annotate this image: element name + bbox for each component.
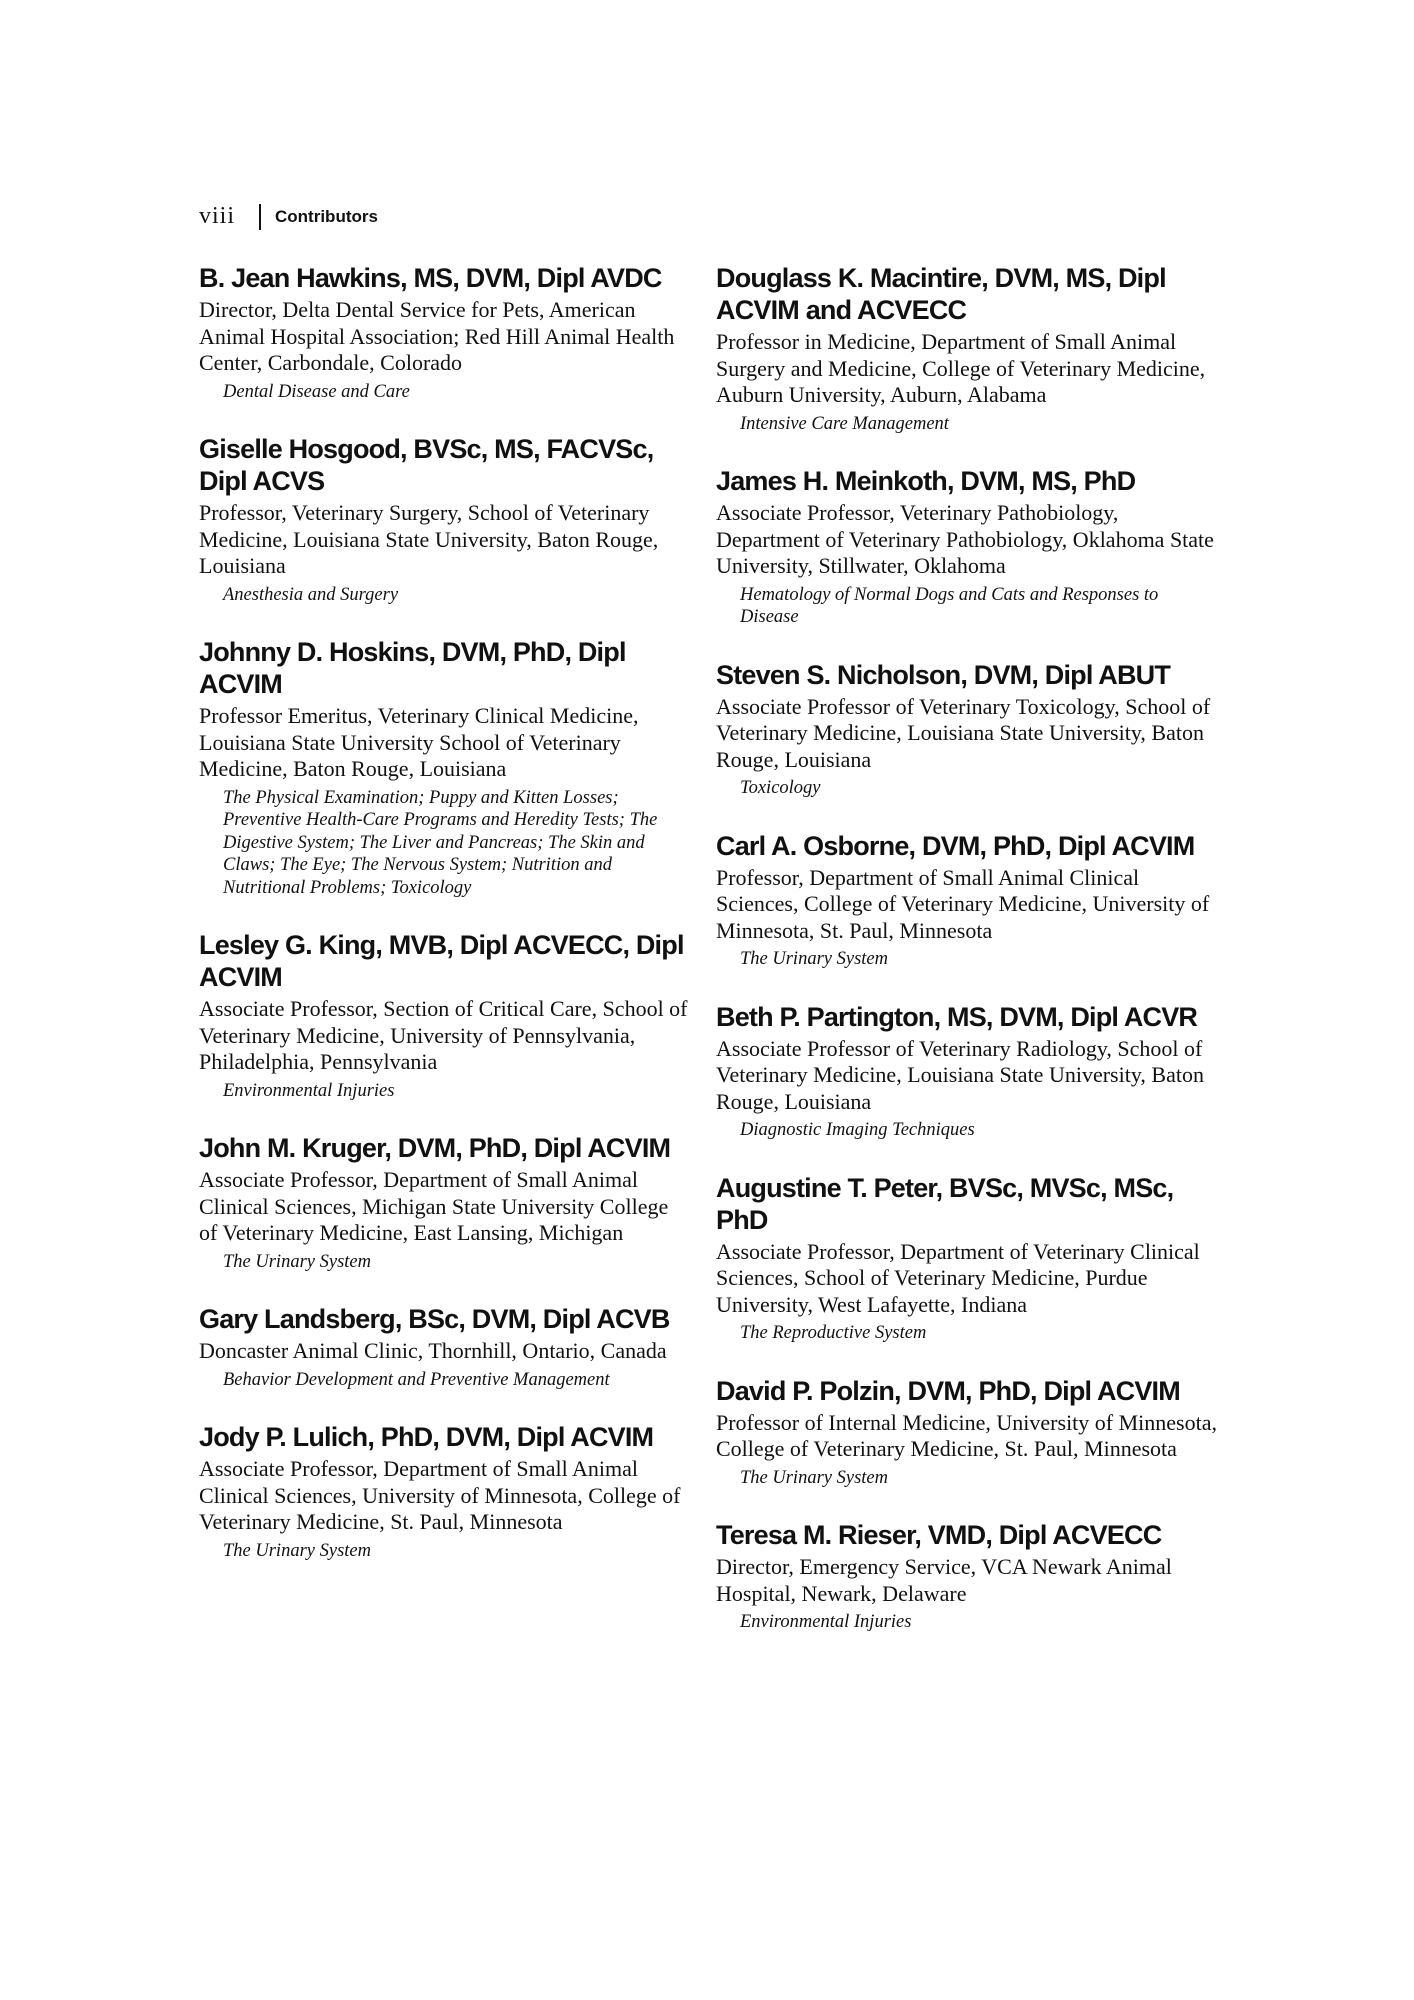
contributor-entry	[199, 1303, 689, 1391]
right-column	[716, 262, 1221, 1664]
contributor-entry	[199, 1132, 689, 1273]
page-header	[199, 203, 378, 230]
contributor-topics: The Urinary System	[223, 1540, 371, 1561]
contributor-topics: The Urinary System	[223, 1251, 371, 1272]
contributor-name: Johnny D. Hoskins, DVM, PhD, Dipl ACVIM	[199, 637, 626, 699]
contributor-name: Teresa M. Rieser, VMD, Dipl ACVECC	[716, 1520, 1162, 1550]
contributor-topics: Anesthesia and Surgery	[223, 584, 399, 605]
contributor-affiliation: Associate Professor, Department of Small Animal Clinical Sciences, Michigan State University College of Veterinary Medicine, East Lansing, Michigan	[199, 1167, 669, 1245]
contributor-entry	[199, 929, 689, 1102]
contributor-entry	[716, 262, 1221, 435]
contributor-topics: The Urinary System	[740, 1467, 888, 1488]
contributor-topics: Hematology of Normal Dogs and Cats and Responses to Disease	[740, 584, 1159, 627]
contributor-name: Giselle Hosgood, BVSc, MS, FACVSc, Dipl ACVS	[199, 434, 654, 496]
contributor-entry	[716, 1001, 1221, 1142]
contributor-name: James H. Meinkoth, DVM, MS, PhD	[716, 466, 1136, 496]
contributor-affiliation: Director, Delta Dental Service for Pets, American Animal Hospital Association; Red Hill Animal Health Center, Carbondale, Colorado	[199, 297, 675, 375]
contributor-name: Lesley G. King, MVB, Dipl ACVECC, Dipl ACVIM	[199, 930, 684, 992]
header-divider	[259, 204, 261, 230]
contributor-name: Augustine T. Peter, BVSc, MVSc, MSc, PhD	[716, 1172, 1174, 1235]
contributor-topics: The Urinary System	[740, 949, 888, 969]
contributor-affiliation: Associate Professor, Veterinary Pathobiology, Department of Veterinary Pathobiology, Oklahoma State University, Stillwater, Oklahoma	[716, 500, 1214, 578]
contributor-affiliation: Associate Professor of Veterinary Toxicology, School of Veterinary Medicine, Louisiana State University, Baton Rouge, Louisiana	[716, 693, 1211, 772]
contributor-affiliation: Doncaster Animal Clinic, Thornhill, Ontario, Canada	[199, 1338, 667, 1363]
contributor-entry	[199, 636, 689, 899]
running-title: Contributors	[275, 206, 378, 226]
contributor-name: Douglass K. Macintire, DVM, MS, Dipl ACVIM and ACVECC	[716, 263, 1166, 325]
contributor-entry	[199, 1421, 689, 1562]
contributor-affiliation: Professor, Department of Small Animal Clinical Sciences, College of Veterinary Medicine, University of Minnesota, St. Paul, Minnesota	[716, 864, 1210, 943]
contributor-topics: Behavior Development and Preventive Management	[223, 1369, 610, 1390]
contributor-topics: The Reproductive System	[740, 1323, 927, 1343]
contributor-entry	[716, 465, 1221, 629]
contributor-name: Carl A. Osborne, DVM, PhD, Dipl ACVIM	[716, 830, 1195, 861]
contributor-affiliation: Director, Emergency Service, VCA Newark Animal Hospital, Newark, Delaware	[716, 1554, 1172, 1606]
contributor-topics: Dental Disease and Care	[223, 381, 410, 402]
contributor-topics: The Physical Examination; Puppy and Kitten Losses; Preventive Health-Care Programs and Heredity Tests; The Digestive System; The Liver and Pancreas; The Skin and Claws; The Eye; The Nervous System; Nutrition and Nutritional Problems; Toxicology	[223, 787, 658, 898]
contributor-topics: Toxicology	[740, 778, 821, 798]
contributor-affiliation: Professor, Veterinary Surgery, School of Veterinary Medicine, Louisiana State University, Baton Rouge, Louisiana	[199, 500, 659, 578]
contributor-affiliation: Associate Professor of Veterinary Radiology, School of Veterinary Medicine, Louisiana State University, Baton Rouge, Louisiana	[716, 1035, 1204, 1114]
contributor-affiliation: Associate Professor, Section of Critical Care, School of Veterinary Medicine, University of Pennsylvania, Philadelphia, Pennsylvania	[199, 996, 688, 1074]
contributor-affiliation: Associate Professor, Department of Small Animal Clinical Sciences, University of Minnesota, College of Veterinary Medicine, St. Paul, Minnesota	[199, 1456, 681, 1534]
contributor-affiliation: Professor Emeritus, Veterinary Clinical Medicine, Louisiana State University School of Veterinary Medicine, Baton Rouge, Louisiana	[199, 703, 639, 781]
contributor-affiliation: Associate Professor, Department of Veterinary Clinical Sciences, School of Veterinary Medicine, Purdue University, West Lafayette, Indiana	[716, 1238, 1200, 1317]
contributor-topics: Environmental Injuries	[223, 1080, 395, 1101]
contributor-entry	[716, 659, 1221, 800]
left-column	[199, 262, 689, 1592]
contributor-topics: Environmental Injuries	[740, 1612, 912, 1632]
contributor-name: Jody P. Lulich, PhD, DVM, Dipl ACVIM	[199, 1422, 654, 1452]
contributor-entry	[716, 830, 1221, 971]
contributor-entry	[199, 433, 689, 606]
contributor-name: Gary Landsberg, BSc, DVM, Dipl ACVB	[199, 1304, 670, 1334]
contributor-name: David P. Polzin, DVM, PhD, Dipl ACVIM	[716, 1375, 1180, 1406]
contributor-name: Beth P. Partington, MS, DVM, Dipl ACVR	[716, 1001, 1198, 1032]
contributor-entry	[716, 1375, 1221, 1490]
contributor-topics: Intensive Care Management	[740, 413, 949, 434]
contributor-name: B. Jean Hawkins, MS, DVM, Dipl AVDC	[199, 263, 662, 293]
contributor-entry	[199, 262, 689, 403]
contributor-topics: Diagnostic Imaging Techniques	[740, 1120, 975, 1140]
contributor-name: John M. Kruger, DVM, PhD, Dipl ACVIM	[199, 1133, 671, 1163]
contributor-entry	[716, 1519, 1221, 1634]
contributor-entry	[716, 1172, 1221, 1345]
contributor-affiliation: Professor in Medicine, Department of Small Animal Surgery and Medicine, College of Veterinary Medicine, Auburn University, Auburn, Alabama	[716, 329, 1206, 407]
contributor-affiliation: Professor of Internal Medicine, University of Minnesota, College of Veterinary Medicine, St. Paul, Minnesota	[716, 1409, 1217, 1461]
page-number: viii	[199, 203, 236, 229]
contributor-name: Steven S. Nicholson, DVM, Dipl ABUT	[716, 659, 1171, 690]
